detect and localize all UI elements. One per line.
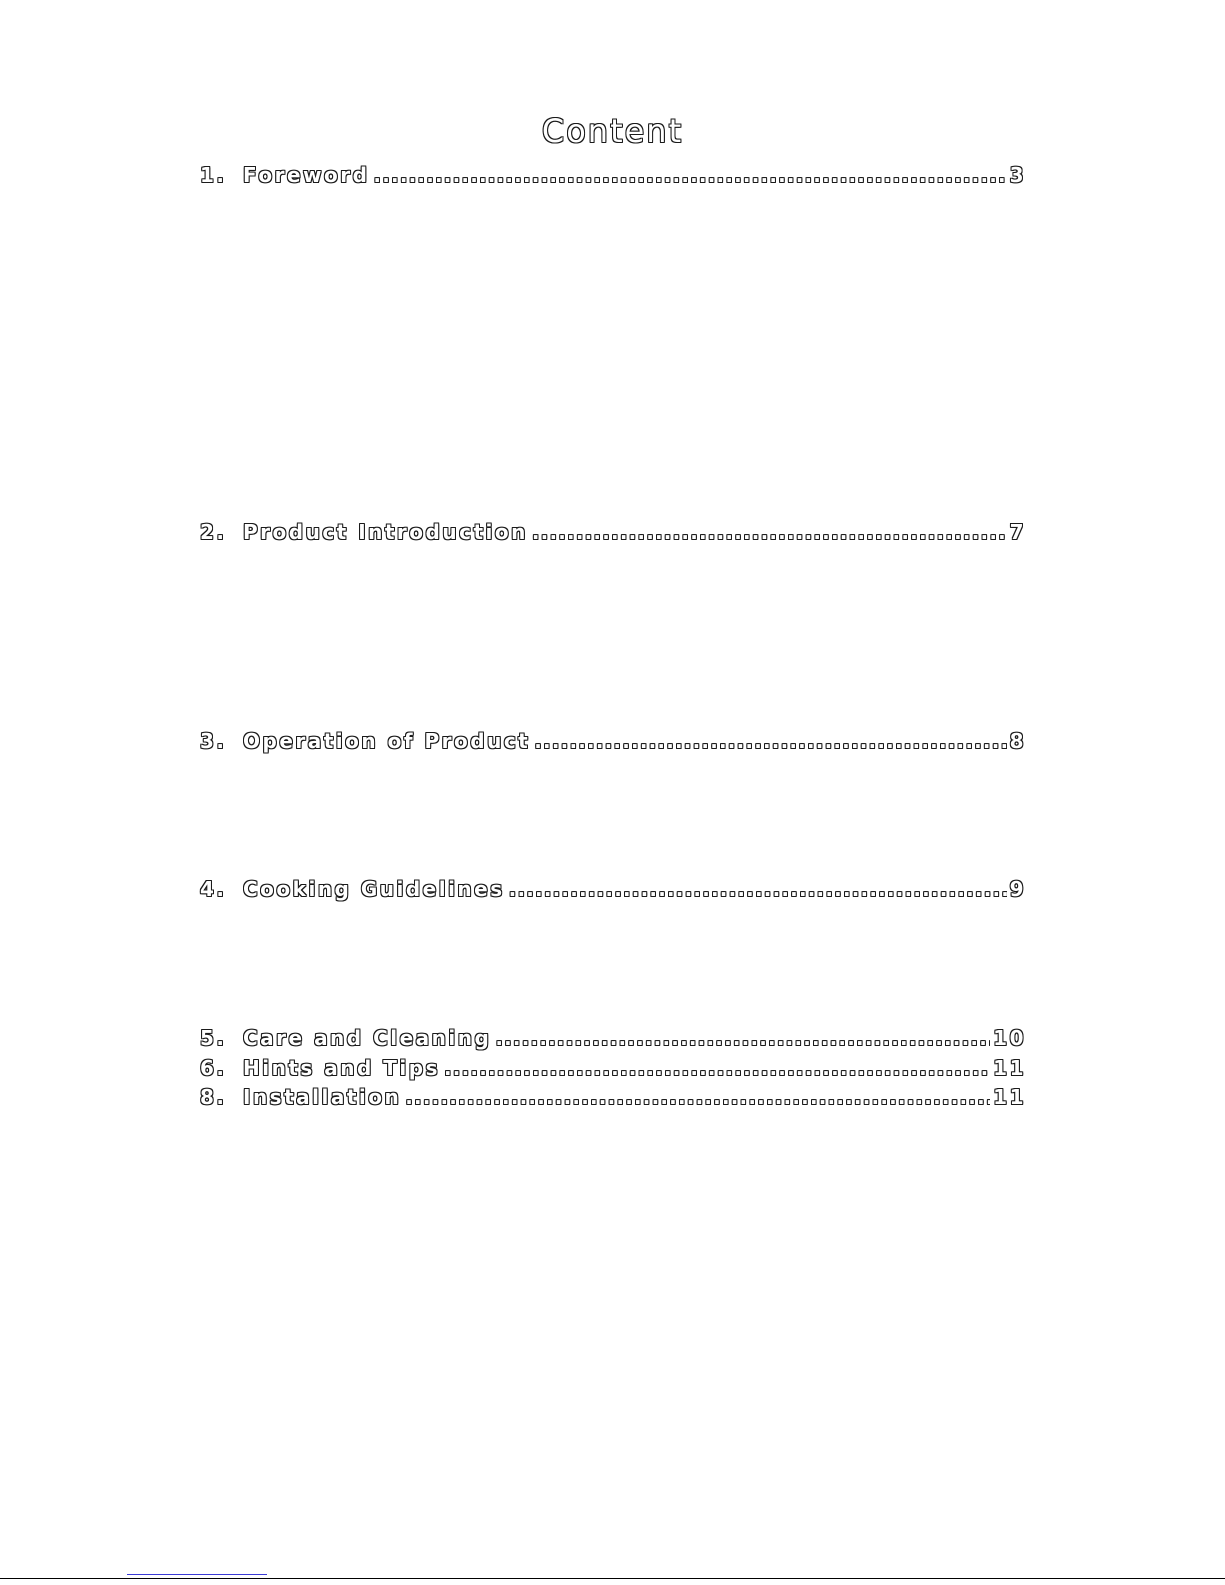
- toc-page-number: 3: [1009, 163, 1026, 187]
- toc-entry-operation-of-product[interactable]: [200, 727, 1026, 755]
- toc-page-number: 11: [993, 1085, 1026, 1109]
- toc-entry-installation[interactable]: [200, 1083, 1026, 1111]
- toc-page-number: 10: [993, 1026, 1026, 1050]
- toc-number: 3.: [200, 729, 227, 753]
- toc-dot-leader: [373, 161, 1006, 189]
- toc-title: Cooking Guidelines: [243, 877, 505, 901]
- toc-number: 6.: [200, 1056, 227, 1080]
- toc-entry-care-and-cleaning[interactable]: [200, 1024, 1026, 1052]
- toc-entry-hints-and-tips[interactable]: [200, 1054, 1026, 1082]
- toc-number: 4.: [200, 877, 227, 901]
- toc-dot-leader: [444, 1054, 990, 1082]
- toc-dot-leader: [495, 1024, 990, 1052]
- toc-dot-leader: [534, 727, 1006, 755]
- toc-dot-leader: [532, 518, 1007, 546]
- page-title: Content: [541, 112, 684, 150]
- toc-page-number: 11: [993, 1056, 1026, 1080]
- toc-page-number: 7: [1009, 520, 1026, 544]
- toc-number: 1.: [200, 163, 227, 187]
- toc-number: 5.: [200, 1026, 227, 1050]
- toc-dot-leader: [509, 875, 1007, 903]
- toc-title: Foreword: [243, 163, 370, 187]
- toc-entry-foreword[interactable]: [200, 161, 1026, 189]
- toc-number: 8.: [200, 1085, 227, 1109]
- toc-title: Installation: [243, 1085, 402, 1109]
- footer-divider: [0, 1578, 1225, 1579]
- toc-entry-cooking-guidelines[interactable]: [200, 875, 1026, 903]
- toc-page-number: 8: [1009, 729, 1026, 753]
- toc-title: Care and Cleaning: [243, 1026, 492, 1050]
- toc-title: Hints and Tips: [243, 1056, 440, 1080]
- toc-title: Product Introduction: [243, 520, 528, 544]
- toc-page-number: 9: [1009, 877, 1026, 901]
- toc-title: Operation of Product: [243, 729, 531, 753]
- toc-entry-product-introduction[interactable]: [200, 518, 1026, 546]
- footer-link-underline[interactable]: [127, 1574, 267, 1575]
- toc-number: 2.: [200, 520, 227, 544]
- toc-dot-leader: [405, 1083, 990, 1111]
